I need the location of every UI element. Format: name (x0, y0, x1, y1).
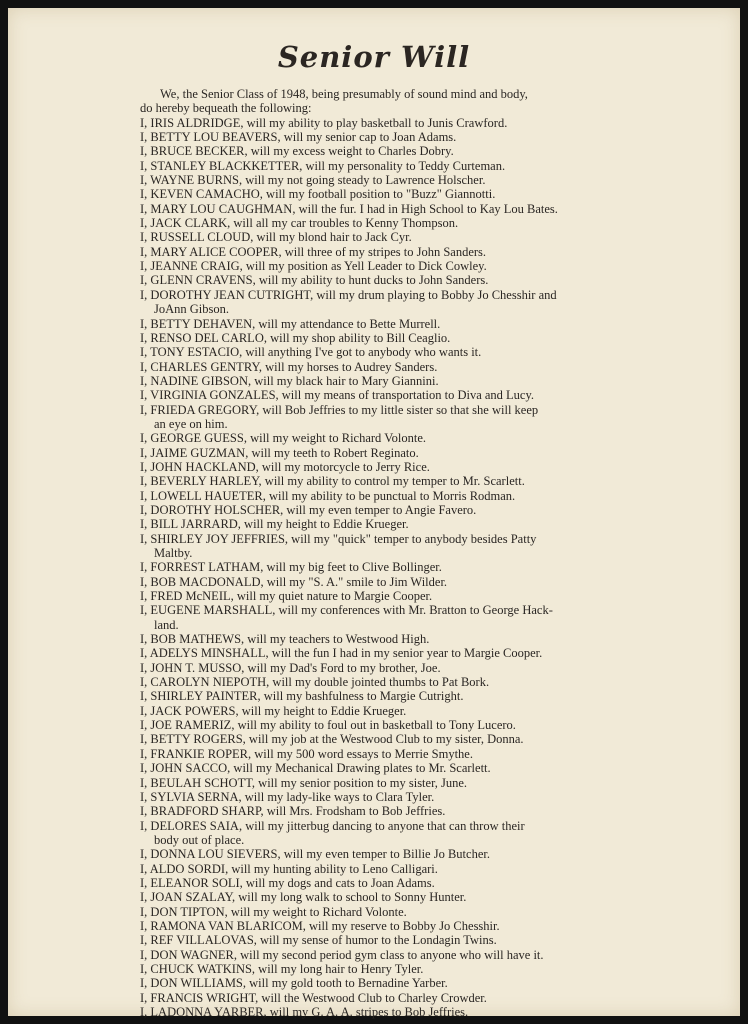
will-entry-line: I, JOHN SACCO, will my Mechanical Drawing plates to Mr. Scarlett. (140, 761, 491, 776)
will-entry-line: I, SHIRLEY PAINTER, will my bashfulness to Margie Cutright. (140, 689, 464, 704)
will-entry-line: I, BEVERLY HARLEY, will my ability to control my temper to Mr. Scarlett. (140, 474, 525, 489)
will-entry-line: I, BRADFORD SHARP, will Mrs. Frodsham to Bob Jeffries. (140, 804, 446, 819)
will-entry-line: I, CHARLES GENTRY, will my horses to Audrey Sanders. (140, 359, 438, 374)
will-entry-line: I, DOROTHY HOLSCHER, will my even temper to Angie Favero. (140, 502, 477, 517)
will-entry-line: I, TONY ESTACIO, will anything I've got to anybody who wants it. (140, 345, 482, 360)
will-entry-line: I, BEULAH SCHOTT, will my senior position to my sister, June. (140, 775, 468, 790)
will-entry-line: I, DON TIPTON, will my weight to Richard Volonte. (140, 904, 407, 919)
will-entry-line: I, MARY LOU CAUGHMAN, will the fur. I had in High School to Kay Lou Bates. (140, 201, 558, 216)
will-entry-line: I, REF VILLALOVAS, will my sense of humor to the Londagin Twins. (140, 933, 497, 948)
will-entry-line: I, ADELYS MINSHALL, will the fun I had in my senior year to Margie Cooper. (140, 646, 543, 661)
will-entry-line: body out of place. (154, 832, 245, 847)
will-entry-line: I, LOWELL HAUETER, will my ability to be punctual to Morris Rodman. (140, 488, 516, 503)
will-entry-line: I, GLENN CRAVENS, will my ability to hunt ducks to John Sanders. (140, 273, 489, 288)
page-title: Senior Will (277, 40, 471, 74)
will-entry-line: I, CHUCK WATKINS, will my long hair to Henry Tyler. (140, 961, 424, 976)
will-entry-line: I, MARY ALICE COOPER, will three of my stripes to John Sanders. (140, 244, 487, 259)
will-entry-line: I, LADONNA YARBER, will my G. A. A. stripes to Bob Jeffries. (140, 1005, 469, 1019)
intro-line: We, the Senior Class of 1948, being presumably of sound mind and body, (160, 87, 528, 101)
will-entry-line: I, STANLEY BLACKKETTER, will my personality to Teddy Curteman. (140, 158, 506, 173)
will-entry-line: I, BETTY ROGERS, will my job at the Westwood Club to my sister, Donna. (140, 732, 524, 747)
will-entry-line: I, ALDO SORDI, will my hunting ability to Leno Calligari. (140, 861, 438, 876)
will-entry-line: I, WAYNE BURNS, will my not going steady to Lawrence Holscher. (140, 173, 486, 188)
will-entry-line: I, NADINE GIBSON, will my black hair to Mary Giannini. (140, 373, 439, 388)
will-entry-line: I, BILL JARRARD, will my height to Eddie Krueger. (140, 517, 409, 532)
will-entry-line: Maltby. (154, 546, 193, 560)
document-page (8, 8, 740, 1019)
will-entry-line: I, RUSSELL CLOUD, will my blond hair to Jack Cyr. (140, 230, 412, 245)
will-entry-line: I, FRANKIE ROPER, will my 500 word essays to Merrie Smythe. (140, 746, 473, 761)
will-entry-line: I, FRED McNEIL, will my quiet nature to Margie Cooper. (140, 589, 433, 604)
will-entry-line: I, ELEANOR SOLI, will my dogs and cats to Joan Adams. (140, 875, 435, 890)
will-entry-line: I, JACK CLARK, will all my car troubles to Kenny Thompson. (140, 216, 459, 231)
will-entry-line: land. (154, 617, 179, 632)
will-entry-line: I, BETTY LOU BEAVERS, will my senior cap to Joan Adams. (140, 130, 457, 145)
will-entry-line: I, DON WAGNER, will my second period gym class to anyone who will have it. (140, 947, 544, 962)
will-entry-line: I, DONNA LOU SIEVERS, will my even temper to Billie Jo Butcher. (140, 847, 490, 862)
will-entry-line: I, SYLVIA SERNA, will my lady-like ways to Clara Tyler. (140, 789, 435, 804)
will-entry-line: an eye on him. (154, 416, 228, 431)
will-entry-line: I, JACK POWERS, will my height to Eddie Krueger. (140, 703, 407, 718)
will-entry-line: I, JOHN T. MUSSO, will my Dad's Ford to my brother, Joe. (140, 660, 441, 675)
will-entry-line: I, JEANNE CRAIG, will my position as Yell Leader to Dick Cowley. (140, 259, 487, 274)
will-entry-line: I, BETTY DEHAVEN, will my attendance to Bette Murrell. (140, 316, 441, 331)
will-entry-line: I, SHIRLEY JOY JEFFRIES, will my "quick" temper to anybody besides Patty (140, 531, 537, 546)
will-entry-line: I, FRANCIS WRIGHT, will the Westwood Club to Charley Crowder. (140, 990, 487, 1005)
will-entry-line: JoAnn Gibson. (154, 302, 230, 317)
will-entry-line: I, RENSO DEL CARLO, will my shop ability to Bill Ceaglio. (140, 330, 451, 345)
will-entry-line: I, DON WILLIAMS, will my gold tooth to Bernadine Yarber. (140, 976, 448, 991)
will-entry-line: I, GEORGE GUESS, will my weight to Richard Volonte. (140, 431, 426, 446)
will-entry-line: I, JOAN SZALAY, will my long walk to school to Sonny Hunter. (140, 890, 467, 905)
will-entry-line: I, IRIS ALDRIDGE, will my ability to play basketball to Junis Crawford. (140, 115, 508, 130)
will-entry-line: I, BOB MACDONALD, will my "S. A." smile to Jim Wilder. (140, 574, 448, 589)
will-entry-line: I, VIRGINIA GONZALES, will my means of transportation to Diva and Lucy. (140, 388, 535, 403)
will-entry-line: I, FRIEDA GREGORY, will Bob Jeffries to my little sister so that she will keep (140, 402, 539, 417)
will-entry-line: I, DOROTHY JEAN CUTRIGHT, will my drum playing to Bobby Jo Chesshir and (140, 287, 557, 302)
will-entry-line: I, JOHN HACKLAND, will my motorcycle to Jerry Rice. (140, 459, 430, 474)
will-entry-line: I, CAROLYN NIEPOTH, will my double jointed thumbs to Pat Bork. (140, 675, 490, 690)
will-text-body (140, 87, 630, 1019)
will-entry-line: I, KEVEN CAMACHO, will my football position to "Buzz" Giannotti. (140, 187, 496, 202)
will-entry-line: I, JAIME GUZMAN, will my teeth to Robert Reginato. (140, 445, 419, 460)
will-entry-line: I, RAMONA VAN BLARICOM, will my reserve to Bobby Jo Chesshir. (140, 918, 500, 933)
will-entry-line: I, BRUCE BECKER, will my excess weight to Charles Dobry. (140, 144, 454, 159)
will-entry-line: I, BOB MATHEWS, will my teachers to Westwood High. (140, 632, 430, 647)
will-entry-line: I, DELORES SAIA, will my jitterbug dancing to anyone that can throw their (140, 818, 525, 833)
intro-line: do hereby bequeath the following: (140, 101, 312, 116)
will-entry-line: I, FORREST LATHAM, will my big feet to Clive Bollinger. (140, 560, 442, 575)
will-entry-line: I, JOE RAMERIZ, will my ability to foul out in basketball to Tony Lucero. (140, 718, 516, 733)
will-entry-line: I, EUGENE MARSHALL, will my conferences with Mr. Bratton to George Hack- (140, 603, 553, 618)
